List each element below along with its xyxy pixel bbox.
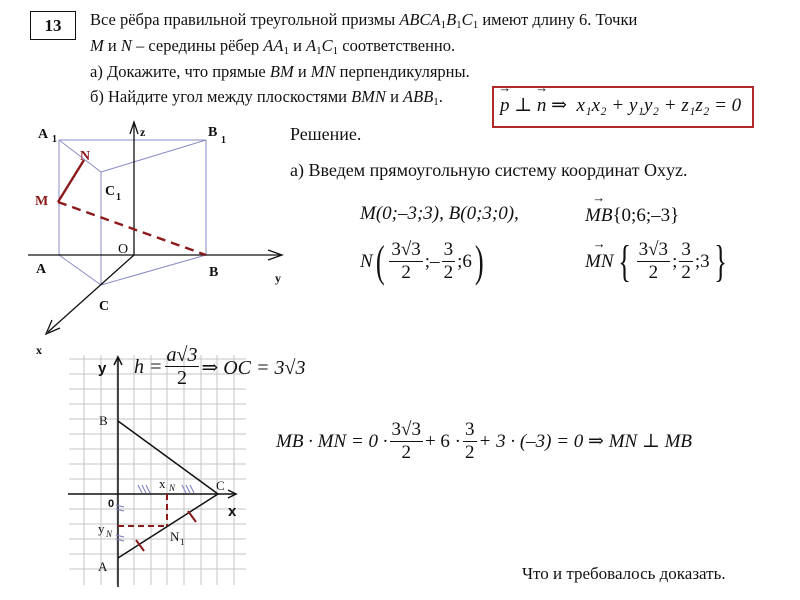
point-N: N ( $\frac{3√3}{2}$ ;– $\frac{3}{2}$ ; 6 ) (360, 237, 484, 286)
label-x-axis-2d: x (228, 503, 237, 520)
label-A-2d: A (98, 559, 108, 574)
svg-text:1: 1 (52, 134, 57, 145)
dot-product-formula: MB · MN = 0 · $\frac{3√3}{2}$ + 6 · $\frac{3}{2}$ + 3 · (–3) = 0 ⇒ MN ⊥ MB (276, 419, 693, 463)
svg-text:N: N (169, 483, 176, 493)
svg-text:N: N (106, 529, 113, 539)
problem-line-4: б) Найдите угол между плоскостями BMN и $ABB_1$. (90, 87, 443, 108)
label-z-axis: z (140, 125, 146, 139)
points-MB: M(0;–3;3), B(0;3;0), (360, 203, 519, 224)
height-formula: h = $\frac{a√3}{2}$ ⇒ OC = 3√3 (134, 344, 306, 389)
label-x-axis: x (36, 343, 42, 355)
label-A: A (36, 262, 47, 277)
label-N1: N (170, 529, 180, 544)
problem-line-3: а) Докажите, что прямые BM и MN перпендикулярны. (90, 62, 470, 81)
problem-line-1: Все рёбра правильной треугольной призмы $ABCA_1B_1C_1$ имеют длину 6. Точки (90, 10, 638, 31)
label-y-axis: y (275, 271, 281, 285)
label-O: O (118, 242, 129, 257)
svg-text:1: 1 (221, 135, 226, 146)
vector-MN: → MN { $\frac{3√3}{2}$ ; $\frac{3}{2}$ ; 3 } (585, 240, 731, 284)
problem-number-box: 13 (30, 11, 76, 40)
label-C-2d: C (216, 478, 225, 493)
label-C1: C (105, 184, 116, 199)
label-y-axis-2d: y (98, 360, 107, 377)
problem-line-2: M и N – середины рёбер $AA_1$ и $A_1C_1$ соответственно. (90, 36, 456, 57)
label-B: B (209, 265, 219, 280)
label-origin-2d: 0 (108, 498, 115, 510)
label-yN: y (98, 521, 105, 536)
svg-text:1: 1 (180, 537, 185, 547)
prism-diagram (0, 110, 300, 355)
svg-text:1: 1 (116, 192, 121, 203)
label-B-2d: B (99, 413, 108, 428)
solution-title: Решение. (290, 124, 362, 144)
label-xN: x (159, 476, 166, 491)
label-A1: A (38, 127, 49, 142)
vector-MB: → MB{0;6;–3} (585, 205, 679, 227)
solution-part-a: а) Введем прямоугольную систему координат Oxyz. (290, 160, 688, 180)
conclusion: Что и требовалось доказать. (522, 564, 726, 583)
label-C: C (99, 299, 110, 314)
label-B1: B (208, 125, 218, 140)
label-N: N (80, 149, 91, 164)
label-M: M (35, 194, 49, 209)
perpendicular-rule: → p ⊥ → n ⇒ x₁x₂ + y₁y₂ + z₁z₂ = 0 (500, 94, 741, 117)
